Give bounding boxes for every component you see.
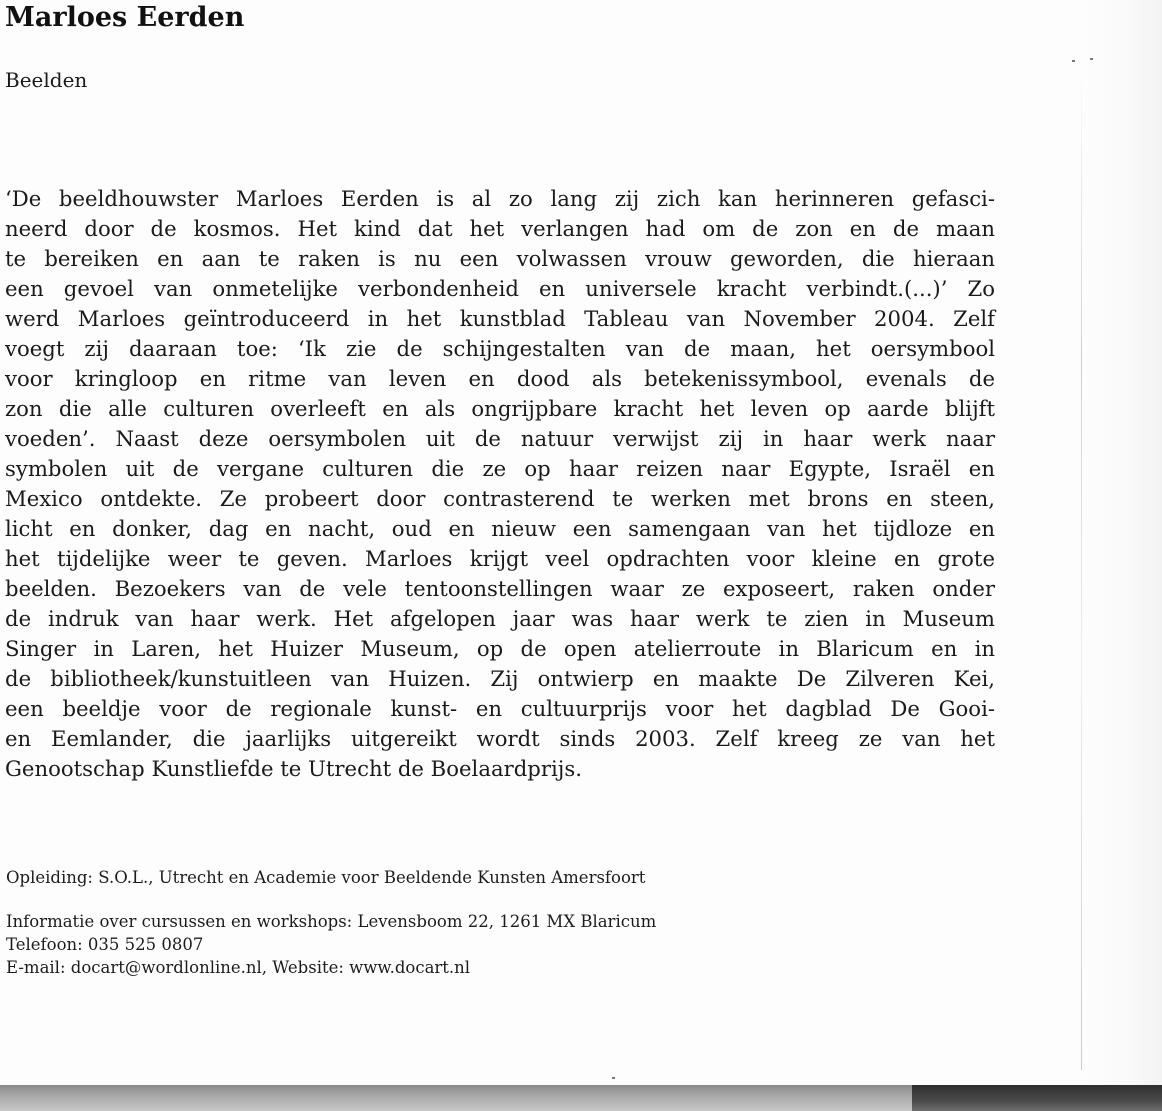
body-line: Singer in Laren, het Huizer Museum, op de open atelierroute in Blaricum en in bbox=[5, 636, 995, 661]
footer-course-info: Informatie over cursussen en workshops: Levensboom 22, 1261 MX Blaricum bbox=[6, 912, 657, 931]
body-line: te bereiken en aan te raken is nu een volwassen vrouw geworden, die hieraan bbox=[5, 246, 995, 271]
page-edge-shadow bbox=[1082, 0, 1162, 1085]
body-line: ‘De beeldhouwster Marloes Eerden is al zo lang zij zich kan herinneren gefasci- bbox=[5, 186, 995, 211]
body-line: Genootschap Kunstliefde te Utrecht de Boelaardprijs. bbox=[5, 756, 582, 781]
body-line: voor kringloop en ritme van leven en dood als betekenissymbool, evenals de bbox=[5, 366, 995, 391]
body-line: neerd door de kosmos. Het kind dat het verlangen had om de zon en de maan bbox=[5, 216, 995, 241]
scan-bottom-dark-corner bbox=[912, 1085, 1162, 1111]
body-line: de bibliotheek/kunstuitleen van Huizen. Zij ontwierp en maakte De Zilveren Kei, bbox=[5, 666, 995, 691]
page-fold-line bbox=[1081, 60, 1082, 1070]
body-line: licht en donker, dag en nacht, oud en nieuw een samengaan van het tijdloze en bbox=[5, 516, 995, 541]
footer-education: Opleiding: S.O.L., Utrecht en Academie voor Beeldende Kunsten Amersfoort bbox=[6, 868, 646, 887]
body-line: en Eemlander, die jaarlijks uitgereikt wordt sinds 2003. Zelf kreeg ze van het bbox=[5, 726, 995, 751]
body-line: werd Marloes geïntroduceerd in het kunstblad Tableau van November 2004. Zelf bbox=[5, 306, 995, 331]
body-line: zon die alle culturen overleeft en als ongrijpbare kracht het leven op aarde blijft bbox=[5, 396, 995, 421]
footer-phone: Telefoon: 035 525 0807 bbox=[6, 935, 204, 954]
body-line: voegt zij daaraan toe: ‘Ik zie de schijngestalten van de maan, het oersymbool bbox=[5, 336, 995, 361]
body-line: een gevoel van onmetelijke verbondenheid en universele kracht verbindt.(...)’ Zo bbox=[5, 276, 995, 301]
scan-speck bbox=[1090, 58, 1093, 60]
body-text bbox=[5, 184, 995, 784]
scan-speck bbox=[612, 1077, 615, 1079]
body-line: beelden. Bezoekers van de vele tentoonstellingen waar ze exposeert, raken onder bbox=[5, 576, 995, 601]
body-line: een beeldje voor de regionale kunst- en cultuurprijs voor het dagblad De Gooi- bbox=[5, 696, 995, 721]
scan-speck bbox=[1072, 60, 1075, 62]
body-line: symbolen uit de vergane culturen die ze op haar reizen naar Egypte, Israël en bbox=[5, 456, 995, 481]
body-line: het tijdelijke weer te geven. Marloes krijgt veel opdrachten voor kleine en grote bbox=[5, 546, 995, 571]
page-subtitle: Beelden bbox=[5, 68, 88, 92]
body-line: voeden’. Naast deze oersymbolen uit de natuur verwijst zij in haar werk naar bbox=[5, 426, 995, 451]
body-line: Mexico ontdekte. Ze probeert door contrasterend te werken met brons en steen, bbox=[5, 486, 995, 511]
page-title: Marloes Eerden bbox=[5, 2, 245, 33]
footer-contact: E-mail: docart@wordlonline.nl, Website: www.docart.nl bbox=[6, 958, 471, 977]
body-line: de indruk van haar werk. Het afgelopen jaar was haar werk te zien in Museum bbox=[5, 606, 995, 631]
